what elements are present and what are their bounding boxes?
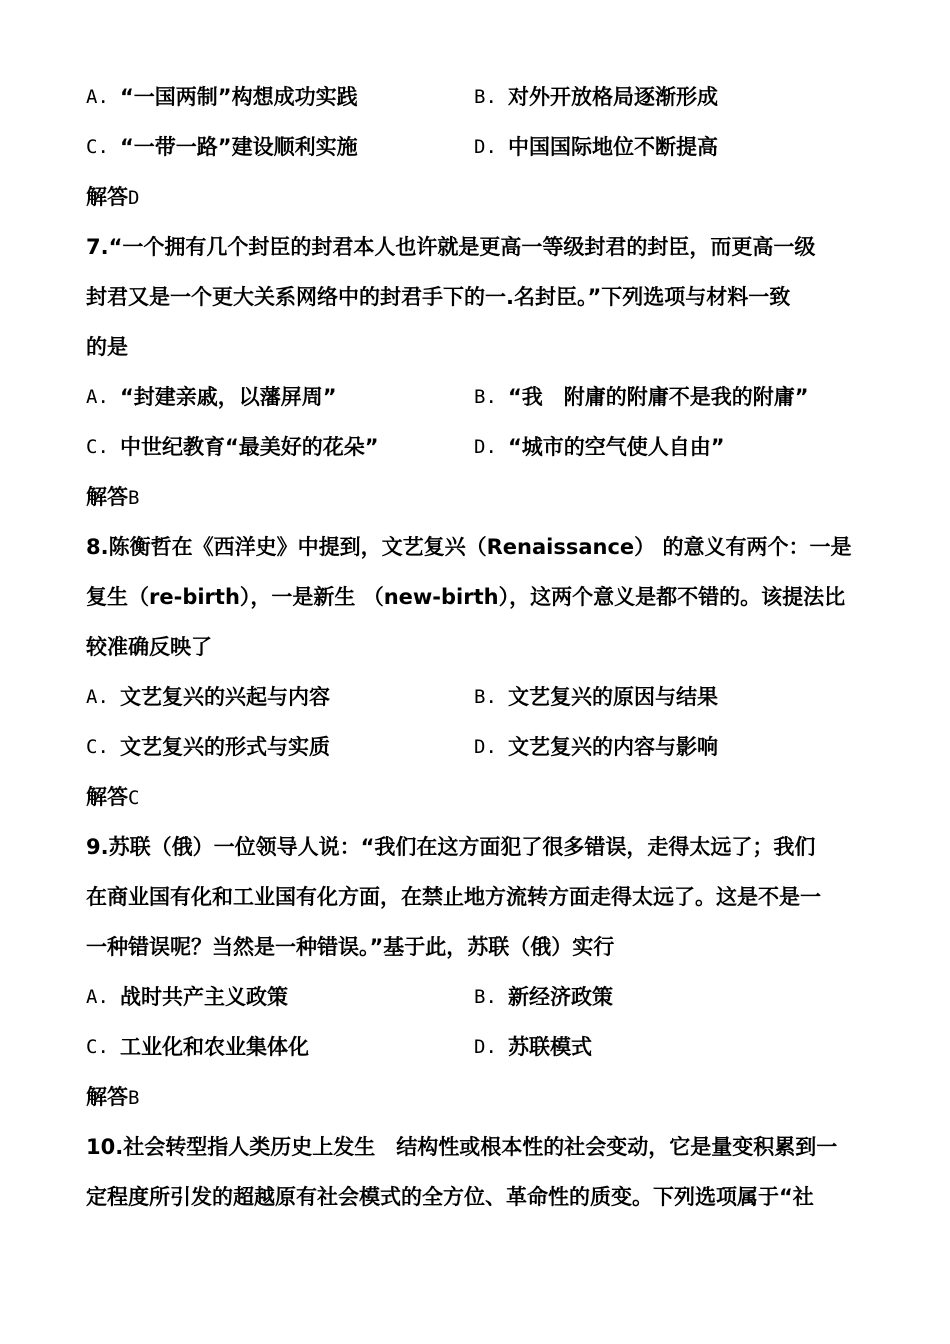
q7-stem-line-2: 封君又是一个更大关系网络中的封君手下的一.名封臣。”下列选项与材料一致 (86, 285, 791, 309)
q9-option-d (474, 1022, 862, 1072)
q8-option-b (474, 672, 862, 722)
q7-options-row-2 (86, 422, 876, 472)
option-text: “我 附庸的附庸不是我的附庸” (508, 385, 809, 409)
option-letter: C. (86, 736, 109, 758)
q9-stem-line-3: 一种错误呢？当然是一种错误。”基于此，苏联（俄）实行 (86, 935, 615, 959)
option-letter: D. (474, 1036, 497, 1058)
q6-option-b (474, 72, 862, 122)
q6-option-a (86, 72, 474, 122)
q9-option-b (474, 972, 862, 1022)
q6-option-c (86, 122, 474, 172)
option-text: 战时共产主义政策 (120, 985, 288, 1009)
q10-stem-line-2: 定程度所引发的超越原有社会模式的全方位、革命性的质变。下列选项属于“社 (86, 1185, 814, 1209)
q8-stem-line-2: 复生（re-birth），一是新生 （new-birth），这两个意义是都不错的。该提法比 (86, 585, 846, 609)
q8-option-c (86, 722, 474, 772)
q7-stem-line-1: 7.“一个拥有几个封臣的封君本人也许就是更高一等级封君的封臣，而更高一级 (86, 235, 816, 259)
option-letter: B. (474, 986, 497, 1008)
option-text: 中国国际地位不断提高 (508, 135, 718, 159)
document-page (86, 72, 876, 1222)
option-text: 文艺复兴的兴起与内容 (120, 685, 330, 709)
option-letter: A. (86, 986, 109, 1008)
q7-answer (86, 472, 876, 522)
option-letter: C. (86, 436, 109, 458)
option-letter: A. (86, 86, 109, 108)
option-text: 对外开放格局逐渐形成 (508, 85, 718, 109)
q7-stem-line-3: 的是 (86, 335, 128, 359)
option-text: 文艺复兴的内容与影响 (508, 735, 718, 759)
answer-value: C (128, 787, 140, 809)
q8-option-d (474, 722, 862, 772)
q6-options-row-1 (86, 72, 876, 122)
answer-label: 解答 (86, 1085, 128, 1109)
q9-answer (86, 1072, 876, 1122)
answer-label: 解答 (86, 785, 128, 809)
answer-label: 解答 (86, 185, 128, 209)
option-text: 苏联模式 (508, 1035, 592, 1059)
q9-options-row-2 (86, 1022, 876, 1072)
q9-stem-line-2: 在商业国有化和工业国有化方面，在禁止地方流转方面走得太远了。这是不是一 (86, 885, 821, 909)
q8-options-row-2 (86, 722, 876, 772)
q8-stem-line-1: 8.陈衡哲在《西洋史》中提到，文艺复兴（Renaissance） 的意义有两个：一是 (86, 535, 852, 559)
q6-option-d (474, 122, 862, 172)
answer-value: B (128, 1087, 140, 1109)
q9-stem-line-1: 9.苏联（俄）一位领导人说：“我们在这方面犯了很多错误，走得太远了；我们 (86, 835, 816, 859)
option-letter: D. (474, 136, 497, 158)
option-letter: D. (474, 736, 497, 758)
q7-option-b (474, 372, 862, 422)
q8-options-row-1 (86, 672, 876, 722)
q7-option-d (474, 422, 862, 472)
q8-answer (86, 772, 876, 822)
option-text: “一国两制”构想成功实践 (120, 85, 358, 109)
q7-options-row-1 (86, 372, 876, 422)
q9-option-c (86, 1022, 474, 1072)
option-letter: D. (474, 436, 497, 458)
option-text: 中世纪教育“最美好的花朵” (120, 435, 379, 459)
option-letter: B. (474, 386, 497, 408)
q6-answer (86, 172, 876, 222)
answer-value: B (128, 487, 140, 509)
option-text: 新经济政策 (508, 985, 613, 1009)
q6-options-row-2 (86, 122, 876, 172)
option-letter: C. (86, 1036, 109, 1058)
q7-option-a (86, 372, 474, 422)
option-letter: A. (86, 386, 109, 408)
option-text: “封建亲戚，以藩屏周” (120, 385, 337, 409)
q7-option-c (86, 422, 474, 472)
option-text: 文艺复兴的原因与结果 (508, 685, 718, 709)
q9-option-a (86, 972, 474, 1022)
option-letter: C. (86, 136, 109, 158)
q9-options-row-1 (86, 972, 876, 1022)
q8-option-a (86, 672, 474, 722)
option-text: 文艺复兴的形式与实质 (120, 735, 330, 759)
option-letter: B. (474, 86, 497, 108)
answer-value: D (128, 187, 140, 209)
option-letter: A. (86, 686, 109, 708)
option-text: “城市的空气使人自由” (508, 435, 725, 459)
option-letter: B. (474, 686, 497, 708)
option-text: 工业化和农业集体化 (120, 1035, 309, 1059)
q8-stem-line-3: 较准确反映了 (86, 635, 212, 659)
option-text: “一带一路”建设顺利实施 (120, 135, 358, 159)
answer-label: 解答 (86, 485, 128, 509)
q10-stem-line-1: 10.社会转型指人类历史上发生 结构性或根本性的社会变动，它是量变积累到一 (86, 1135, 838, 1159)
